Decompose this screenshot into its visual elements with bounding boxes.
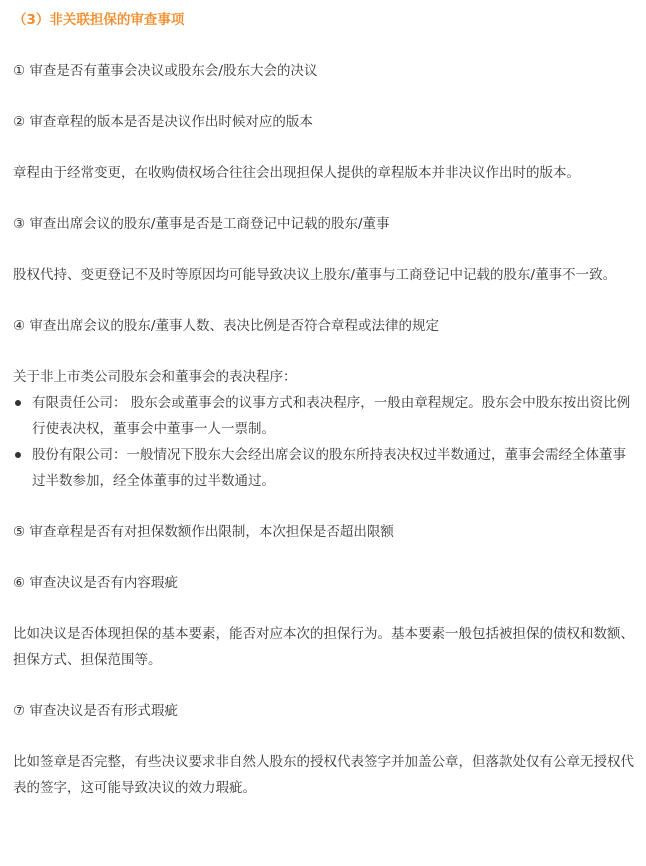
item-2-charter-version: ② 审查章程的版本是否是决议作出时候对应的版本 <box>13 114 313 130</box>
list-item <box>13 442 634 494</box>
list-item <box>13 390 634 442</box>
item-7-form-defect: ⑦ 审查决议是否有形式瑕疵 <box>13 703 178 719</box>
item-1-board-resolution: ① 审查是否有董事会决议或股东会/股东大会的决议 <box>13 63 318 79</box>
list-item-text: 股份有限公司：一般情况下股东大会经出席会议的股东所持表决权过半数通过，董事会需经全体董事过半数参加，经全体董事的过半数通过。 <box>32 447 626 489</box>
content-defect-explanation: 比如决议是否体现担保的基本要素，能否对应本次的担保行为。基本要素一般包括被担保的债权和数额、担保方式、担保范围等。 <box>13 626 634 668</box>
charter-version-explanation: 章程由于经常变更，在收购债权场合往往会出现担保人提供的章程版本并非决议作出时的版本。 <box>13 165 580 181</box>
bullet-dot-icon <box>15 452 21 458</box>
voting-procedure-intro: 关于非上市类公司股东会和董事会的表决程序： <box>13 369 297 385</box>
list-item-text: 有限责任公司： 股东会或董事会的议事方式和表决程序，一般由章程规定。股东会中股东按出资比例行使表决权，董事会中董事一人一票制。 <box>32 395 631 437</box>
item-4-voting-ratio: ④ 审查出席会议的股东/董事人数、表决比例是否符合章程或法律的规定 <box>13 318 439 334</box>
bullet-dot-icon <box>15 400 21 406</box>
item-6-content-defect: ⑥ 审查决议是否有内容瑕疵 <box>13 575 178 591</box>
attendee-registration-explanation: 股权代持、变更登记不及时等原因均可能导致决议上股东/董事与工商登记中记载的股东/董事不一致。 <box>13 267 617 283</box>
voting-procedure-list <box>13 390 634 494</box>
section-heading: （3）非关联担保的审查事项 <box>13 12 185 28</box>
item-3-attendee-registration: ③ 审查出席会议的股东/董事是否是工商登记中记载的股东/董事 <box>13 216 390 232</box>
form-defect-explanation: 比如签章是否完整，有些决议要求非自然人股东的授权代表签字并加盖公章，但落款处仅有公章无授权代表的签字，这可能导致决议的效力瑕疵。 <box>13 754 634 796</box>
item-5-guarantee-limit: ⑤ 审查章程是否有对担保数额作出限制，本次担保是否超出限额 <box>13 524 394 540</box>
